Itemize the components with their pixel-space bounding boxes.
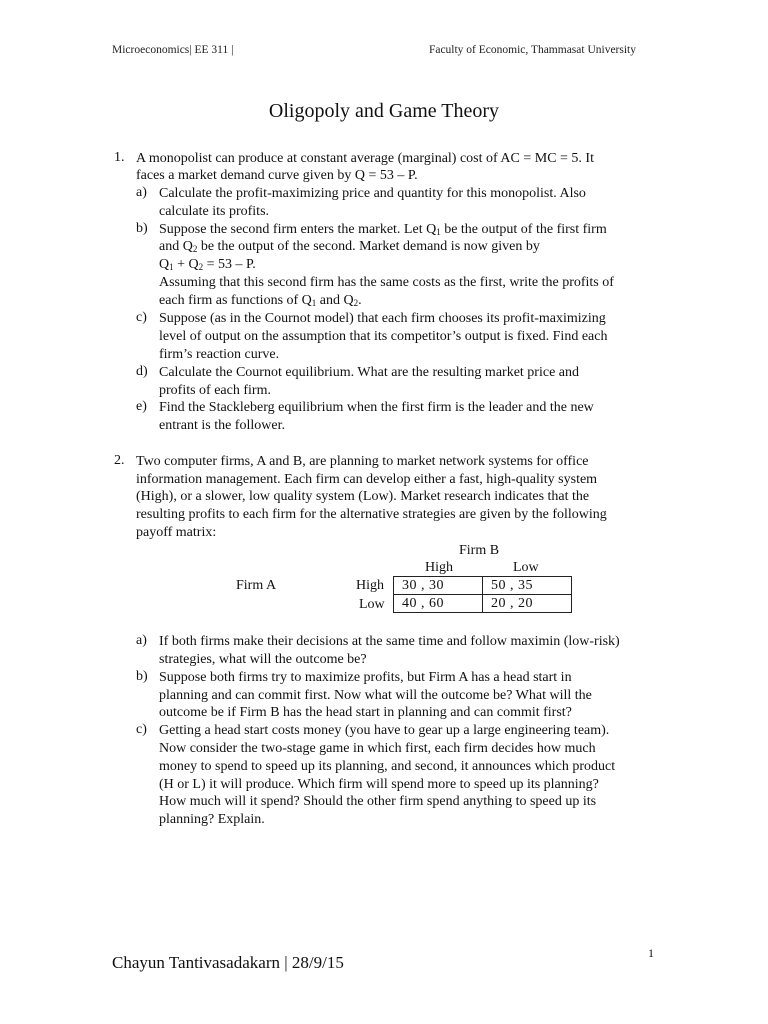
- footer-author-date: Chayun Tantivasadakarn | 28/9/15: [112, 953, 344, 972]
- column-header-high: High: [425, 560, 453, 575]
- q2-b-line-2: planning and can commit first. Now what will the outcome be? What will the: [159, 688, 592, 703]
- question-1-number: 1.: [114, 150, 125, 165]
- q2-a-line-1: If both firms make their decisions at the same time and follow maximin (low-risk): [159, 634, 620, 649]
- q2-c-line-3: money to spend to speed up its planning, and second, it announces which product: [159, 759, 616, 774]
- row-header-low: Low: [359, 597, 385, 612]
- q2-a-label: a): [136, 633, 147, 648]
- q2-a-line-2: strategies, what will the outcome be?: [159, 652, 367, 667]
- column-header-low: Low: [513, 560, 539, 575]
- q1-d-line-2: profits of each firm.: [159, 383, 271, 398]
- firm-a-label: Firm A: [236, 578, 277, 593]
- q2-c-line-2: Now consider the two-stage game in which first, each firm decides how much: [159, 741, 596, 756]
- q2-intro-line-4: resulting profits to each firm for the alternative strategies are given by the following: [136, 507, 607, 522]
- q1-c-line-2: level of output on the assumption that its competitor’s output is fixed. Find each: [159, 329, 608, 344]
- q1-intro-line-2: faces a market demand curve given by Q = 53 – P.: [136, 168, 418, 183]
- row-header-high: High: [356, 578, 384, 593]
- payoff-cell: 40 , 60: [394, 595, 483, 613]
- payoff-row-high: [394, 577, 572, 595]
- q1-d-label: d): [136, 364, 148, 379]
- q1-d-line-1: Calculate the Cournot equilibrium. What are the resulting market price and: [159, 365, 579, 380]
- q1-a-line-2: calculate its profits.: [159, 204, 270, 219]
- q1-c-line-1: Suppose (as in the Cournot model) that each firm chooses its profit-maximizing: [159, 311, 606, 326]
- q1-e-line-2: entrant is the follower.: [159, 418, 285, 433]
- faculty-label: Faculty of Economic, Thammasat University: [428, 44, 636, 56]
- q1-e-label: e): [136, 399, 147, 414]
- q1-b-line-1: Suppose the second firm enters the market. Let $Q_1$ be the output of the first firm: [159, 222, 607, 237]
- q1-intro-line-1: A monopolist can produce at constant average (marginal) cost of AC = MC = 5. It: [136, 151, 594, 166]
- payoff-table: [393, 576, 572, 613]
- q1-b-line-5: each firm as functions of $Q_1$ and $Q_2$.: [159, 293, 362, 308]
- q2-c-line-5: How much will it spend? Should the other firm spend anything to speed up its: [159, 794, 597, 809]
- q2-c-line-1: Getting a head start costs money (you have to gear up a large engineering team).: [159, 723, 610, 738]
- document-title: Oligopoly and Game Theory: [268, 100, 500, 122]
- q2-b-line-3: outcome be if Firm B has the head start in planning and can commit first?: [159, 705, 572, 720]
- q1-c-line-3: firm’s reaction curve.: [159, 347, 280, 362]
- q1-b-label: b): [136, 221, 148, 236]
- q2-intro-line-5: payoff matrix:: [136, 525, 217, 540]
- payoff-cell: 30 , 30: [394, 577, 483, 595]
- q2-b-label: b): [136, 669, 148, 684]
- q2-b-line-1: Suppose both firms try to maximize profits, but Firm A has a head start in: [159, 670, 572, 685]
- q2-intro-line-2: information management. Each firm can develop either a fast, high-quality system: [136, 472, 598, 487]
- q2-c-label: c): [136, 722, 147, 737]
- q1-b-line-3: $Q_1 + Q_2 = 53 - P$.: [159, 257, 256, 272]
- q1-a-line-1: Calculate the profit-maximizing price and quantity for this monopolist. Also: [159, 186, 586, 201]
- q1-e-line-1: Find the Stackleberg equilibrium when the first firm is the leader and the new: [159, 400, 594, 415]
- page-number: 1: [648, 946, 654, 960]
- q1-b-line-4: Assuming that this second firm has the same costs as the first, write the profits of: [159, 275, 614, 290]
- q2-intro-line-1: Two computer firms, A and B, are planning to market network systems for office: [136, 454, 589, 469]
- payoff-cell: 20 , 20: [483, 595, 572, 613]
- q1-c-label: c): [136, 310, 147, 325]
- firm-b-label: Firm B: [459, 543, 500, 558]
- payoff-row-low: [394, 595, 572, 613]
- q2-c-line-6: planning? Explain.: [159, 812, 265, 827]
- page-header: [112, 44, 636, 56]
- payoff-cell: 50 , 35: [483, 577, 572, 595]
- course-label: Microeconomics| EE 311 |: [112, 44, 234, 56]
- question-2-number: 2.: [114, 453, 125, 468]
- q1-a-label: a): [136, 185, 147, 200]
- q1-b-line-2: and $Q_2$ be the output of the second. Market demand is now given by: [159, 239, 540, 254]
- q2-c-line-4: (H or L) it will produce. Which firm will spend more to speed up its planning?: [159, 777, 599, 792]
- q2-intro-line-3: (High), or a slower, low quality system (Low). Market research indicates that the: [136, 489, 590, 504]
